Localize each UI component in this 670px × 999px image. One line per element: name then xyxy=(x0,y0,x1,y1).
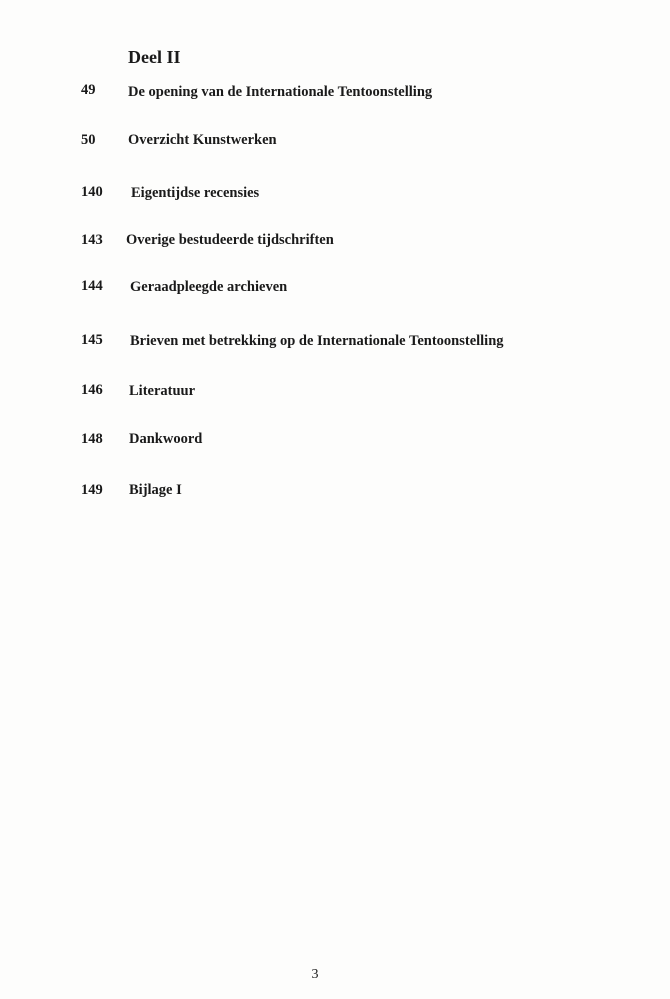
toc-page-number: 140 xyxy=(81,184,103,200)
toc-entry xyxy=(0,80,670,100)
toc-entry xyxy=(0,429,670,449)
toc-entry xyxy=(0,330,670,350)
toc-title: Bijlage I xyxy=(129,482,182,498)
section-heading: Deel II xyxy=(128,47,181,67)
toc-entry xyxy=(0,276,670,296)
toc-page-number: 148 xyxy=(81,431,103,447)
toc-page-number: 49 xyxy=(81,82,96,98)
toc-page-number: 143 xyxy=(81,232,103,248)
toc-entry xyxy=(0,380,670,400)
toc-page-number: 146 xyxy=(81,382,103,398)
toc-entry xyxy=(0,130,670,150)
toc-title: Geraadpleegde archieven xyxy=(130,279,288,295)
toc-title: Literatuur xyxy=(129,383,196,399)
page-number: 3 xyxy=(311,967,319,982)
toc-title: Overzicht Kunstwerken xyxy=(128,132,277,148)
toc-entry xyxy=(0,230,670,250)
toc-page-number: 50 xyxy=(81,132,96,148)
toc-entry xyxy=(0,182,670,202)
toc-title: Eigentijdse recensies xyxy=(131,185,260,201)
toc-page-number: 145 xyxy=(81,332,103,348)
toc-page-number: 149 xyxy=(81,482,103,498)
toc-entry xyxy=(0,480,670,500)
toc-title: Overige bestudeerde tijdschriften xyxy=(126,232,334,248)
toc-page-number: 144 xyxy=(81,278,103,294)
toc-title: De opening van de Internationale Tentoonstelling xyxy=(128,84,433,100)
toc-title: Brieven met betrekking op de Internationale Tentoonstelling xyxy=(130,333,504,349)
toc-title: Dankwoord xyxy=(129,431,203,447)
